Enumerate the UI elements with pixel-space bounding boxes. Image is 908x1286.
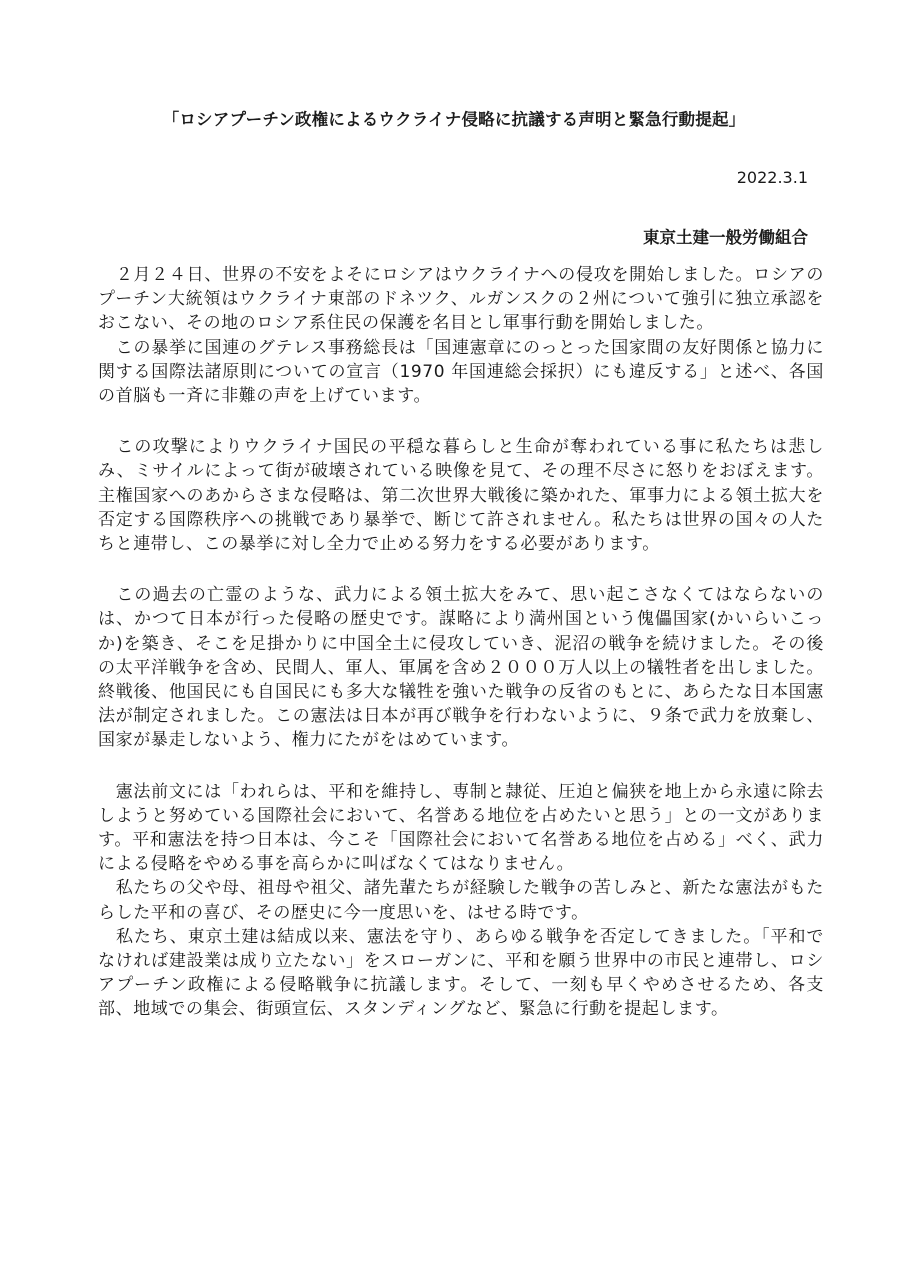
- document-title: 「ロシアプーチン政権によるウクライナ侵略に抗議する声明と緊急行動提起」: [162, 110, 746, 129]
- organization-name: 東京土建一般労働組合: [643, 228, 808, 247]
- body-paragraph: 私たちの父や母、祖母や祖父、諸先輩たちが経験した戦争の苦しみと、新たな憲法がもたらした平和の喜び、その歴史に今一度思いを、はせる時です。: [98, 878, 824, 923]
- body-paragraph: 憲法前文には「われらは、平和を維持し、専制と隷従、圧迫と偏狭を地上から永遠に除去しようと努めている国際社会において、名誉ある地位を占めたいと思う」との一文があります。平和憲法を持つ日本は、今こそ「国際社会において名誉ある地位を占める」べく、武力による侵略をやめる事を高らかに叫ばなくてはなりません。: [98, 781, 824, 875]
- body-paragraph: ２月２４日、世界の不安をよそにロシアはウクライナへの侵攻を開始しました。ロシアのプーチン大統領はウクライナ東部のドネツク、ルガンスクの２州について強引に独立承認をおこない、その地のロシア系住民の保護を名目とし軍事行動を開始しました。: [98, 265, 824, 334]
- paragraph-gap: [98, 753, 824, 780]
- paragraph-gap: [98, 556, 824, 583]
- body-paragraph: この攻撃によりウクライナ国民の平穏な暮らしと生命が奪われている事に私たちは悲しみ、ミサイルによって街が破壊されている映像を見て、その理不尽さに怒りをおぼえます。主権国家へのあからさまな侵略は、第二次世界大戦後に築かれた、軍事力による領土拡大を否定する国際秩序への挑戦であり暴挙で、断じて許されません。私たちは世界の国々の人たちと連帯し、この暴挙に対し全力で止める努力をする必要があります。: [98, 437, 824, 555]
- body-paragraph: この暴挙に国連のグテレス事務総長は「国連憲章にのっとった国家間の友好関係と協力に関する国際法諸原則についての宣言（1970 年国連総会採択）にも違反する」と述べ、各国の首脳も一斉に非難の声を上げています。: [98, 337, 824, 407]
- paragraph-gap: [98, 408, 824, 435]
- statement-body: [98, 263, 824, 1022]
- document-date: 2022.3.1: [736, 168, 808, 187]
- body-paragraph: 私たち、東京土建は結成以来、憲法を守り、あらゆる戦争を否定してきました。「平和でなければ建設業は成り立たない」をスローガンに、平和を願う世界中の市民と連帯し、ロシアプーチン政権による侵略戦争に抗議します。そして、一刻も早くやめさせるため、各支部、地域での集会、街頭宣伝、スタンディングなど、緊急に行動を提起します。: [98, 926, 825, 1020]
- body-paragraph: この過去の亡霊のような、武力による領土拡大をみて、思い起こさなくてはならないのは、かつて日本が行った侵略の歴史です。謀略により満州国という傀儡国家(かいらいこっか)を築き、そこを足掛かりに中国全土に侵攻していき、泥沼の戦争を続けました。その後の太平洋戦争を含め、民間人、軍人、軍属を含め２０００万人以上の犠牲者を出しました。終戦後、他国民にも自国民にも多大な犠牲を強いた戦争の反省のもとに、あらたな日本国憲法が制定されました。この憲法は日本が再び戦争を行わないように、９条で武力を放棄し、国家が暴走しないよう、権力にたがをはめています。: [98, 585, 825, 751]
